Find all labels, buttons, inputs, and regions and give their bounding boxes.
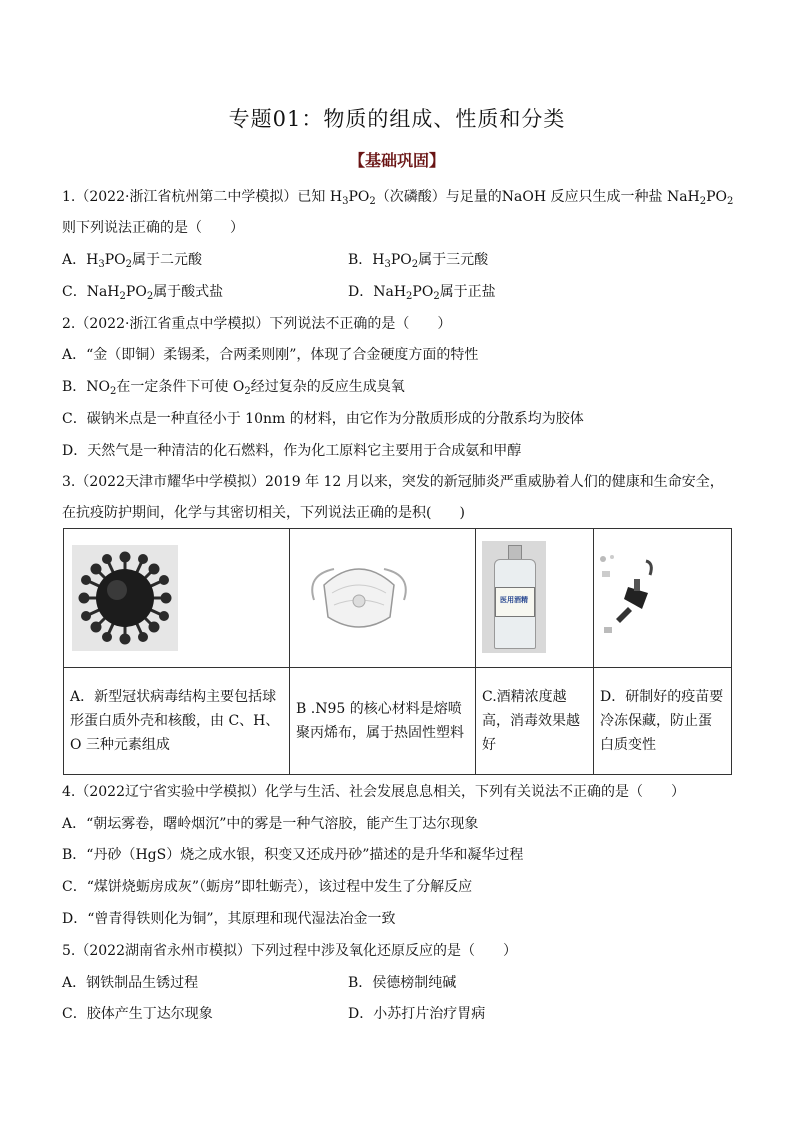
q5-option-a: A．钢铁制品生锈过程 — [62, 975, 199, 991]
q3-image-cell-d — [594, 529, 732, 668]
q1-option-a: A．$H_3PO_2$属于二元酸 — [62, 252, 202, 270]
q5-option-d: D．小苏打片治疗胃病 — [348, 1006, 486, 1022]
section-heading: 【基础巩固】 — [348, 151, 445, 170]
q3-option-d: D．研制好的疫苗要冷冻保藏，防止蛋白质变性 — [594, 668, 732, 775]
q5-stem: 5.（2022湖南省永州市模拟）下列过程中涉及氧化还原反应的是（ ） — [62, 943, 517, 959]
q5-option-c: C．胶体产生丁达尔现象 — [62, 1006, 213, 1022]
alcohol-bottle-image — [482, 541, 546, 653]
q3-option-c: C.酒精浓度越高，消毒效果越好 — [476, 668, 594, 775]
q4-option-d: D．“曾青得铁则化为铜”，其原理和现代湿法冶金一致 — [62, 911, 396, 927]
q3-image-cell-c — [476, 529, 594, 668]
page-title: 专题01：物质的组成、性质和分类 — [228, 107, 566, 131]
q2-option-b: B．$NO_2$在一定条件下可使 $O_2$经过复杂的反应生成臭氧 — [62, 379, 405, 397]
q1-option-b: B．$H_3PO_2$属于三元酸 — [348, 252, 489, 270]
n95-mask-image — [304, 555, 414, 635]
q4-option-b: B．“丹砂（HgS）烧之成水银，积变又还成丹砂”描述的是升华和凝华过程 — [62, 847, 524, 863]
q2-option-a: A．“金（即铜）柔锡柔，合两柔则刚”，体现了合金硬度方面的特性 — [62, 347, 479, 363]
bottle-label-text: 医用酒精 — [500, 595, 528, 604]
vaccine-image — [598, 549, 658, 639]
q3-options-table — [63, 528, 732, 775]
q3-image-cell-b — [290, 529, 476, 668]
q3-stem-line1: 3.（2022天津市耀华中学模拟）2019 年 12 月以来，突发的新冠肺炎严重威胁着人们的健康和生命安全， — [62, 474, 724, 490]
q3-image-cell-a — [64, 529, 290, 668]
q4-option-c: C．“煤饼烧蛎房成灰”（蛎房”即牡蛎壳），该过程中发生了分解反应 — [62, 879, 473, 895]
q3-option-b: B .N95 的核心材料是熔喷聚丙烯布，属于热固性塑料 — [290, 668, 476, 775]
q2-option-c: C．碳钠米点是一种直径小于 10nm 的材料，由它作为分散质形成的分散系均为胶体 — [62, 411, 584, 427]
q2-option-d: D．天然气是一种清洁的化石燃料，作为化工原料它主要用于合成氨和甲醇 — [62, 443, 522, 459]
q1-option-d: D．$NaH_2PO_2$属于正盐 — [348, 284, 496, 302]
q4-option-a: A．“朝坛雾卷，曙岭烟沉”中的雾是一种气溶胶，能产生丁达尔现象 — [62, 816, 479, 832]
q3-option-a: A．新型冠状病毒结构主要包括球形蛋白质外壳和核酸，由 C、H、O 三种元素组成 — [64, 668, 290, 775]
q1-stem-line1: 1.（2022·浙江省杭州第二中学模拟）已知 $H_3PO_2$（次磷酸）与足量的NaOH 反应只生成一种盐 $NaH_2PO_2$ — [62, 189, 734, 207]
coronavirus-image — [72, 545, 178, 651]
q1-stem-line2: 则下列说法正确的是（ ） — [62, 220, 244, 236]
q1-option-c: C．$NaH_2PO_2$属于酸式盐 — [62, 284, 224, 302]
q2-stem: 2.（2022·浙江省重点中学模拟）下列说法不正确的是（ ） — [62, 316, 452, 332]
q5-option-b: B．侯德榜制纯碱 — [348, 975, 457, 991]
q4-stem: 4.（2022辽宁省实验中学模拟）化学与生活、社会发展息息相关，下列有关说法不正确的是（ ） — [62, 784, 685, 800]
q3-stem-line2: 在抗疫防护期间，化学与其密切相关，下列说法正确的是积( ) — [62, 505, 465, 521]
